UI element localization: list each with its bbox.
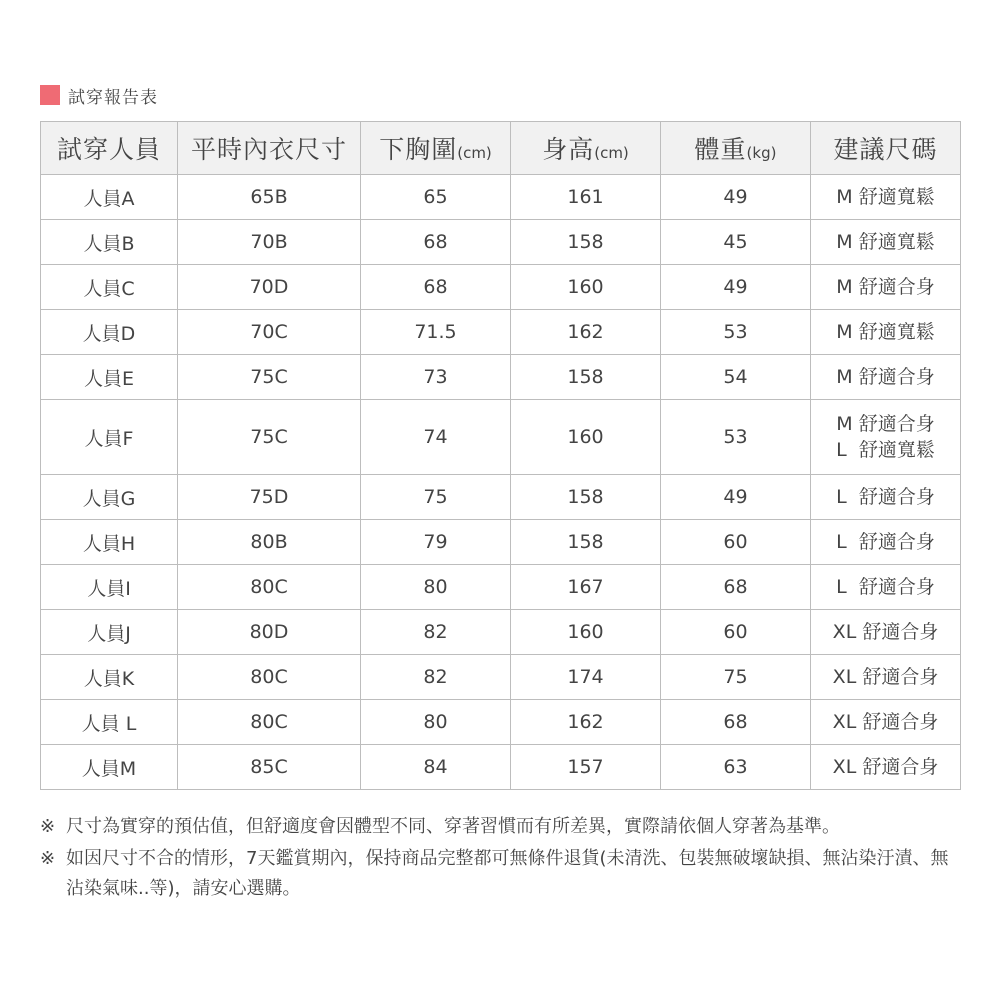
suggested-size-line: M 舒適寬鬆: [836, 186, 935, 208]
header-suggested-size: 建議尺碼: [811, 122, 961, 175]
note-item: [40, 812, 965, 842]
table-row: [41, 175, 961, 220]
suggested-size-line: M 舒適寬鬆: [836, 231, 935, 253]
cell-underbust: 73: [361, 355, 511, 400]
cell-person: 人員 L: [41, 700, 178, 745]
table-row: [41, 475, 961, 520]
cell-weight: 68: [661, 700, 811, 745]
cell-underbust: 71.5: [361, 310, 511, 355]
table-row: [41, 700, 961, 745]
suggested-size-line: L 舒適寬鬆: [836, 439, 935, 461]
cell-underbust: 80: [361, 700, 511, 745]
cell-height: 162: [511, 700, 661, 745]
cell-bra-size: 80D: [178, 610, 361, 655]
suggested-size-line: M 舒適合身: [836, 366, 935, 388]
cell-weight: 49: [661, 175, 811, 220]
note-item: [40, 844, 965, 904]
table-row: [41, 610, 961, 655]
cell-person: 人員C: [41, 265, 178, 310]
heading-label: 試穿報告表: [68, 87, 158, 108]
cell-underbust: 80: [361, 565, 511, 610]
cell-person: 人員M: [41, 745, 178, 790]
cell-suggested-size: [811, 220, 961, 265]
cell-weight: 75: [661, 655, 811, 700]
cell-height: 162: [511, 310, 661, 355]
cell-underbust: 79: [361, 520, 511, 565]
cell-underbust: 84: [361, 745, 511, 790]
cell-bra-size: 75C: [178, 400, 361, 475]
suggested-size-line: XL 舒適合身: [832, 621, 939, 643]
note-mark: ※: [40, 848, 56, 869]
cell-bra-size: 75D: [178, 475, 361, 520]
cell-weight: 49: [661, 265, 811, 310]
cell-height: 160: [511, 265, 661, 310]
cell-person: 人員B: [41, 220, 178, 265]
table-header-row: [41, 122, 961, 175]
cell-person: 人員I: [41, 565, 178, 610]
cell-suggested-size: [811, 355, 961, 400]
cell-bra-size: 65B: [178, 175, 361, 220]
cell-underbust: 82: [361, 610, 511, 655]
suggested-size-line: L 舒適合身: [836, 531, 935, 553]
cell-underbust: 68: [361, 265, 511, 310]
cell-weight: 53: [661, 400, 811, 475]
cell-suggested-size: [811, 265, 961, 310]
cell-underbust: 68: [361, 220, 511, 265]
table-body: [41, 175, 961, 790]
cell-suggested-size: [811, 520, 961, 565]
cell-person: 人員D: [41, 310, 178, 355]
cell-person: 人員K: [41, 655, 178, 700]
cell-person: 人員J: [41, 610, 178, 655]
cell-person: 人員A: [41, 175, 178, 220]
cell-person: 人員H: [41, 520, 178, 565]
header-person: 試穿人員: [41, 122, 178, 175]
suggested-size-line: L 舒適合身: [836, 486, 935, 508]
table-row: [41, 520, 961, 565]
cell-weight: 54: [661, 355, 811, 400]
suggested-size-line: L 舒適合身: [836, 576, 935, 598]
cell-suggested-size: [811, 475, 961, 520]
cell-height: 160: [511, 610, 661, 655]
cell-weight: 53: [661, 310, 811, 355]
cell-bra-size: 80C: [178, 700, 361, 745]
cell-height: 160: [511, 400, 661, 475]
header-bra-size: 平時內衣尺寸: [178, 122, 361, 175]
cell-height: 167: [511, 565, 661, 610]
cell-bra-size: 75C: [178, 355, 361, 400]
cell-height: 158: [511, 475, 661, 520]
cell-suggested-size: [811, 745, 961, 790]
cell-suggested-size: [811, 700, 961, 745]
cell-suggested-size: [811, 175, 961, 220]
fitting-report-table: [40, 121, 961, 790]
suggested-size-line: XL 舒適合身: [832, 666, 939, 688]
note-text: 尺寸為實穿的預估值，但舒適度會因體型不同、穿著習慣而有所差異，實際請依個人穿著為基準。: [66, 816, 840, 837]
cell-weight: 63: [661, 745, 811, 790]
notes-section: [40, 812, 965, 906]
note-mark: ※: [40, 816, 56, 837]
cell-underbust: 65: [361, 175, 511, 220]
table-row: [41, 565, 961, 610]
report-heading: [40, 84, 158, 106]
cell-bra-size: 70D: [178, 265, 361, 310]
cell-weight: 60: [661, 610, 811, 655]
note-text: 如因尺寸不合的情形，7天鑑賞期內，保持商品完整都可無條件退貨(未清洗、包裝無破壞缺損、無沾染汙漬、無沾染氣味..等)，請安心選購。: [66, 848, 949, 899]
suggested-size-line: XL 舒適合身: [832, 756, 939, 778]
cell-bra-size: 70C: [178, 310, 361, 355]
table-row: [41, 310, 961, 355]
suggested-size-line: XL 舒適合身: [832, 711, 939, 733]
table-row: [41, 355, 961, 400]
cell-bra-size: 80C: [178, 565, 361, 610]
table-row: [41, 220, 961, 265]
cell-bra-size: 70B: [178, 220, 361, 265]
header-underbust: 下胸圍(cm): [361, 122, 511, 175]
cell-height: 158: [511, 520, 661, 565]
table-row: [41, 655, 961, 700]
cell-person: 人員E: [41, 355, 178, 400]
heading-marker: [40, 85, 60, 105]
cell-weight: 45: [661, 220, 811, 265]
cell-person: 人員G: [41, 475, 178, 520]
suggested-size-line: M 舒適合身: [836, 413, 935, 435]
cell-underbust: 75: [361, 475, 511, 520]
cell-height: 161: [511, 175, 661, 220]
table-row: [41, 400, 961, 475]
cell-suggested-size: [811, 610, 961, 655]
cell-weight: 60: [661, 520, 811, 565]
cell-bra-size: 80C: [178, 655, 361, 700]
cell-person: 人員F: [41, 400, 178, 475]
header-weight: 體重(kg): [661, 122, 811, 175]
cell-weight: 49: [661, 475, 811, 520]
cell-underbust: 74: [361, 400, 511, 475]
cell-bra-size: 80B: [178, 520, 361, 565]
cell-height: 158: [511, 355, 661, 400]
cell-bra-size: 85C: [178, 745, 361, 790]
cell-suggested-size: [811, 565, 961, 610]
cell-height: 157: [511, 745, 661, 790]
table-row: [41, 745, 961, 790]
header-height: 身高(cm): [511, 122, 661, 175]
cell-weight: 68: [661, 565, 811, 610]
table-row: [41, 265, 961, 310]
suggested-size-line: M 舒適寬鬆: [836, 321, 935, 343]
cell-suggested-size: [811, 400, 961, 475]
cell-suggested-size: [811, 310, 961, 355]
cell-underbust: 82: [361, 655, 511, 700]
cell-height: 158: [511, 220, 661, 265]
cell-suggested-size: [811, 655, 961, 700]
cell-height: 174: [511, 655, 661, 700]
suggested-size-line: M 舒適合身: [836, 276, 935, 298]
